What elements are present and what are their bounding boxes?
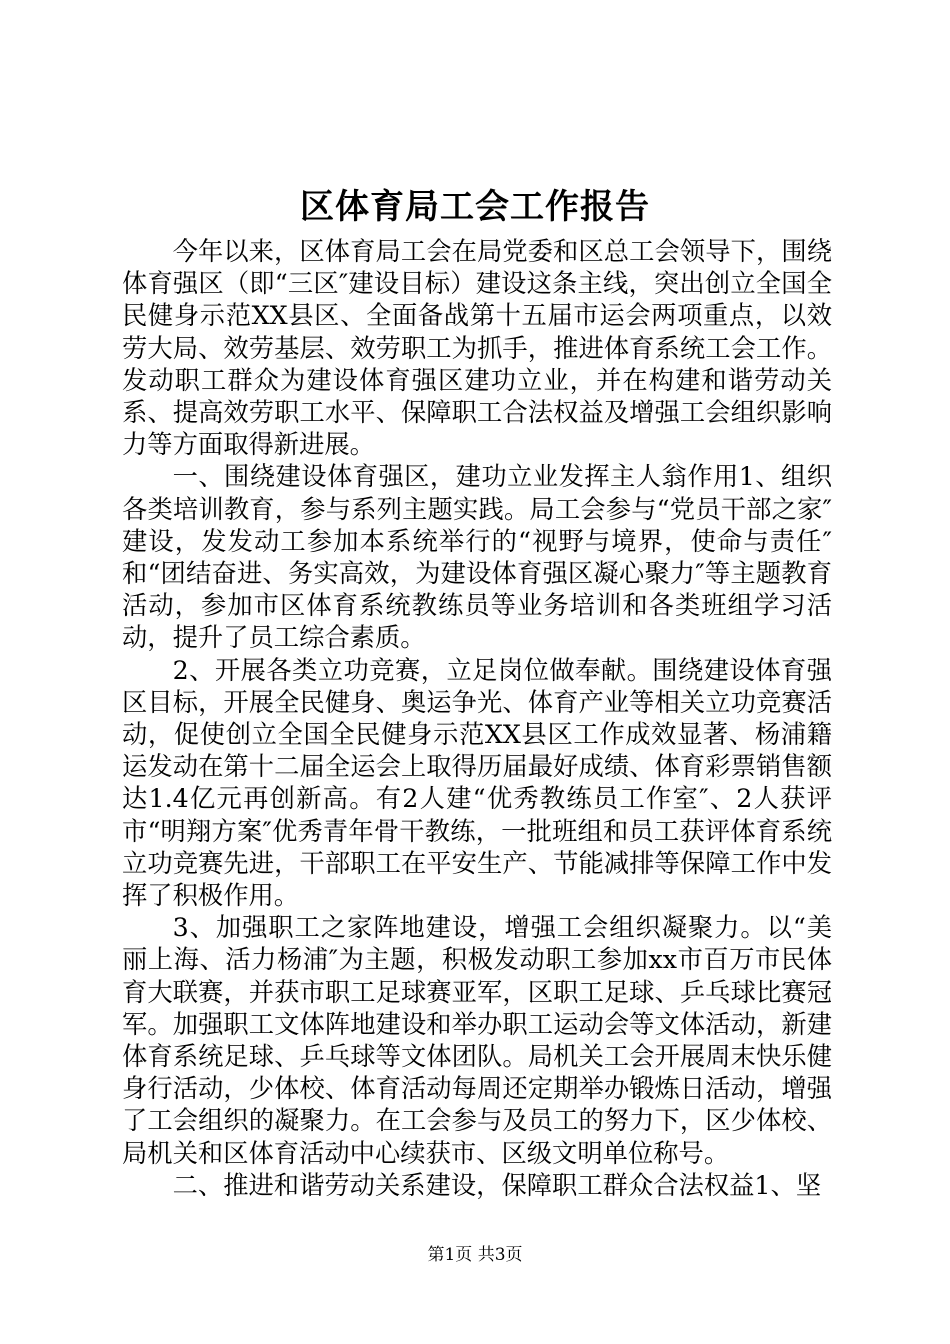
paragraph-section-2: 二、推进和谐劳动关系建设，保障职工群众合法权益1、坚	[172, 1170, 822, 1200]
paragraph-section-1: 一、围绕建设体育强区，建功立业发挥主人翁作用1、组织各类培训教育，参与系列主题实践。局工会参与“党员干部之家″建设，发发动工参加本系统举行的“视野与境界，使命与责任″和“团结奋进、务实高效，为建设体育强区凝心聚力″等主题教育活动，参加市区体育系统教练员等业务培训和各类班组学习活动，提升了员工综合素质。	[122, 462, 832, 653]
document-body	[122, 236, 832, 1202]
paragraph-intro: 今年以来，区体育局工会在局党委和区总工会领导下，围绕体育强区（即“三区″建设目标）建设这条主线，突出创立全国全民健身示范XX县区、全面备战第十五届市运会两项重点，以效劳大局、效劳基层、效劳职工为抓手，推进体育系统工会工作。发动职工群众为建设体育强区建功立业，并在构建和谐劳动关系、提高效劳职工水平、保障职工合法权益及增强工会组织影响力等方面取得新进展。	[122, 237, 832, 460]
page-footer: 第1页 共3页	[427, 1245, 523, 1265]
paragraph-item-2: 2、开展各类立功竞赛，立足岗位做奉献。围绕建设体育强区目标，开展全民健身、奥运争光、体育产业等相关立功竞赛活动，促使创立全国全民健身示范XX县区工作成效显著、杨浦籍运发动在第十二届全运会上取得历届最好成绩、体育彩票销售额达1.4亿元再创新高。有2人建“优秀教练员工作室″、2人获评市“明翔方案″优秀青年骨干教练，一批班组和员工获评体育系统立功竞赛先进，干部职工在平安生产、节能减排等保障工作中发挥了积极作用。	[122, 655, 832, 911]
paragraph-item-3: 3、加强职工之家阵地建设，增强工会组织凝聚力。以“美丽上海、活力杨浦″为主题，积极发动职工参加xx市百万市民体育大联赛，并获市职工足球赛亚军，区职工足球、乒乓球比赛冠军。加强职工文体阵地建设和举办职工运动会等文体活动，新建体育系统足球、乒乓球等文体团队。局机关工会开展周末快乐健身行活动，少体校、体育活动每周还定期举办锻炼日活动，增强了工会组织的凝聚力。在工会参与及员工的努力下，区少体校、局机关和区体育活动中心续获市、区级文明单位称号。	[122, 913, 832, 1168]
document-title: 区体育局工会工作报告	[300, 187, 650, 227]
